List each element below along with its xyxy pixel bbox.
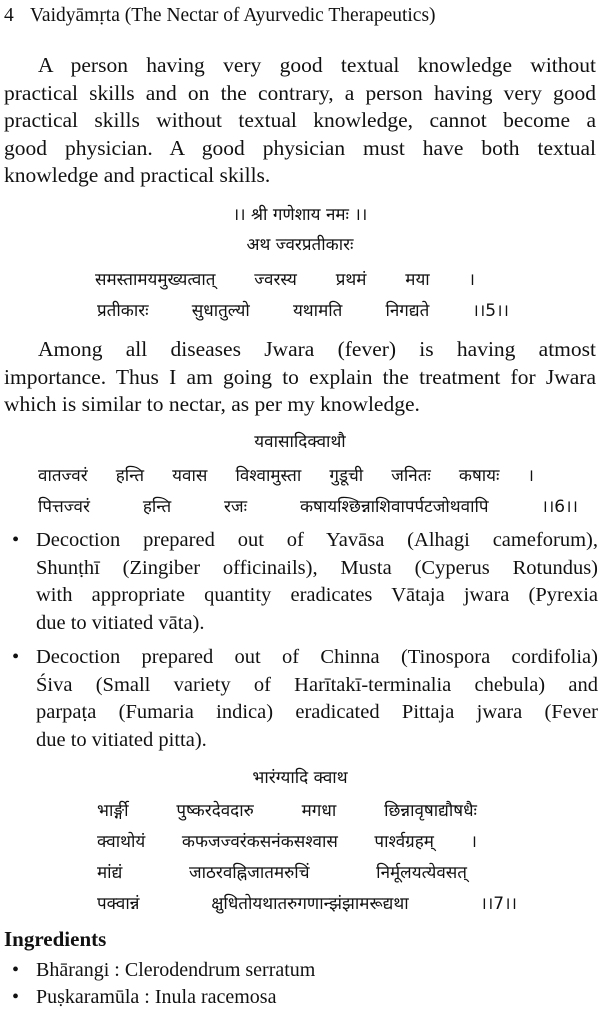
ingredient-text: Bhārangi : Clerodendrum serratum — [36, 959, 316, 981]
ingredient-item — [12, 957, 316, 983]
intro-paragraph — [4, 52, 596, 190]
ingredient-text: Puṣkaramūla : Inula racemosa — [36, 986, 277, 1008]
intro-line: A person having very good textual knowledge without — [38, 53, 596, 77]
page-number: 4 — [4, 5, 14, 26]
ingredient-item — [12, 984, 277, 1010]
bullet-symbol: • — [12, 529, 20, 551]
bullet-symbol: • — [12, 646, 20, 668]
verse-6-line-2: पित्तज्वरं हन्ति रजः कषायश्छिन्नाशिवापर्पटजोथवापि ।।6।। — [38, 497, 578, 517]
verse-7-line-4: पक्वान्नं क्षुधितोयथातरुगणान्झंझामरूद्यथा ।।7।। — [97, 894, 517, 914]
kwatha-title-1: यवासादिक्वाथौ — [254, 432, 346, 452]
bullet-line: Shunṭhī (Zingiber officinails), Musta (Cyperus Rotundus) — [36, 556, 598, 579]
explanation-paragraph — [4, 336, 596, 419]
intro-line: practical skills and on the contrary, a person having very good — [4, 80, 596, 105]
verse-5-line-1: समस्तामयमुख्यत्वात् ज्वरस्य प्रथमं मया । — [95, 270, 475, 290]
intro-line: practical skills without textual knowledge, cannot become a — [4, 108, 596, 132]
bullet-line: Decoction prepared out of Yavāsa (Alhagi cameforum), — [36, 529, 598, 551]
bullet-line: due to vitiated pitta). — [36, 728, 207, 751]
verse-7-line-1: भार्ङ्गी पुष्करदेवदारु मगधा छिन्नावृषाद्यौषधैः — [97, 801, 477, 821]
intro-line: good physician. A good physician must have both textual — [4, 135, 596, 160]
verse-7-line-2: क्वाथोयं कफजज्वरंकसनंकसश्वास पार्श्वग्रहम् । — [97, 832, 477, 852]
explanation-line: Among all diseases Jwara (fever) is having atmost — [38, 337, 596, 361]
running-header — [4, 4, 594, 28]
bullet-item — [12, 527, 598, 637]
bullet-line: with appropriate quantity eradicates Vātaja jwara (Pyrexia — [36, 584, 598, 606]
explanation-line: which is similar to nectar, as per my knowledge. — [4, 392, 420, 416]
intro-line: knowledge and practical skills. — [4, 163, 271, 187]
bullet-line: Śiva (Small variety of Harītakī-terminalia chebula) and — [36, 673, 598, 696]
bullet-line: Decoction prepared out of Chinna (Tinospora cordifolia) — [36, 646, 598, 668]
section-title: अथ ज्वरप्रतीकारः — [246, 235, 354, 255]
bullet-symbol: • — [12, 959, 20, 981]
bullet-line: due to vitiated vāta). — [36, 611, 205, 634]
bullet-line: parpaṭa (Fumaria indica) eradicated Pittaja jwara (Fever — [36, 701, 598, 723]
verse-7-line-3: मांद्यं जाठरवह्निजातमरुचिं निर्मूलयत्येवसत् — [97, 863, 467, 883]
verse-5-line-2: प्रतीकारः सुधातुल्यो यथामति निगद्यते ।।5।। — [97, 301, 509, 321]
ingredients-heading: Ingredients — [4, 927, 107, 951]
verse-6-line-1: वातज्वरं हन्ति यवास विश्वामुस्ता गुडूची जनितः कषायः । — [38, 466, 534, 486]
running-title: Vaidyāmṛta (The Nectar of Ayurvedic Therapeutics) — [30, 5, 436, 26]
invocation: ।। श्री गणेशाय नमः ।। — [232, 205, 368, 225]
bullet-symbol: • — [12, 986, 20, 1008]
kwatha-title-2: भारंग्यादि क्वाथ — [252, 768, 348, 788]
explanation-line: importance. Thus I am going to explain the treatment for Jwara — [4, 364, 596, 389]
bullet-item — [12, 644, 598, 754]
